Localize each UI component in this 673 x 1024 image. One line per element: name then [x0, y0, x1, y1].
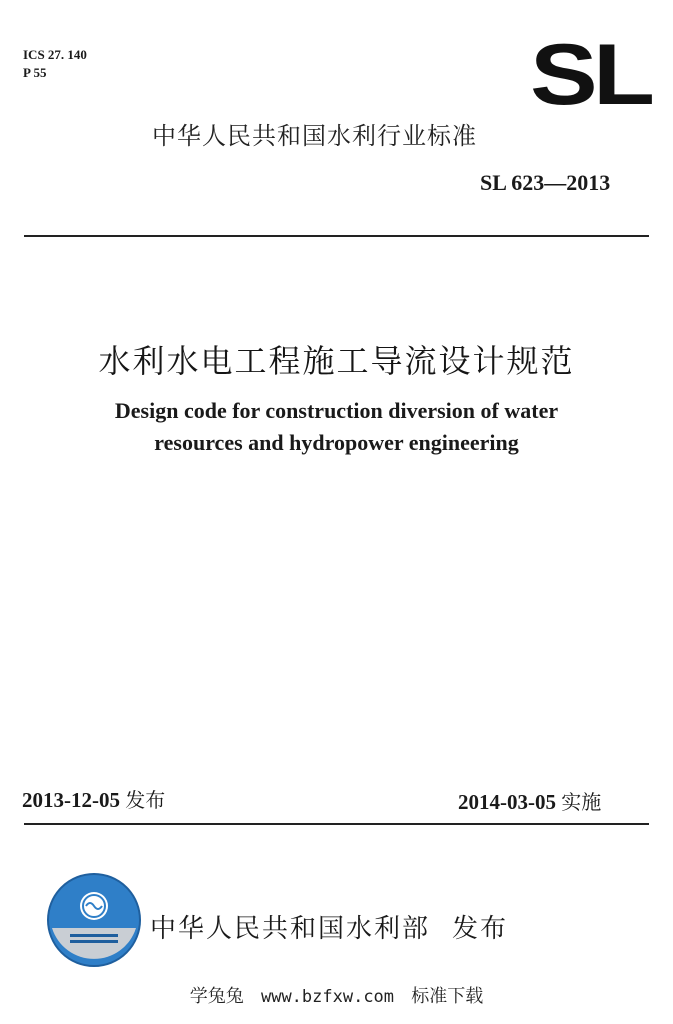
issued-date-block [22, 784, 165, 813]
top-divider [24, 235, 649, 237]
issued-date: 2013-12-05 [22, 788, 120, 812]
ccs-code: P 55 [23, 65, 47, 80]
sl-logo: SL [530, 27, 651, 123]
footer-url-link[interactable]: www.bzfxw.com [260, 987, 395, 1007]
issued-label: 发布 [125, 788, 166, 812]
standard-number: SL 623—2013 [480, 170, 611, 195]
title-english-line1: Design code for construction diversion of water [114, 398, 559, 423]
footer-watermark [0, 982, 673, 1008]
effective-date: 2014-03-05 [458, 790, 556, 814]
publisher-line [150, 908, 508, 945]
publisher-action: 发布 [452, 914, 509, 944]
bottom-divider [24, 823, 649, 825]
title-chinese: 水利水电工程施工导流设计规范 [98, 342, 575, 380]
classification-codes [23, 46, 87, 82]
publisher-name: 中华人民共和国水利部 [150, 914, 431, 944]
effective-date-block [458, 786, 601, 815]
effective-label: 实施 [561, 790, 602, 814]
footer-site-name: 学兔兔 [189, 986, 244, 1007]
ics-code: ICS 27. 140 [23, 47, 87, 62]
title-english-line2: resources and hydropower engineering [154, 430, 519, 455]
anti-counterfeit-seal-icon [46, 872, 142, 968]
title-english [0, 395, 673, 459]
standard-category: 中华人民共和国水利行业标准 [152, 122, 477, 150]
footer-tagline: 标准下载 [411, 986, 484, 1007]
